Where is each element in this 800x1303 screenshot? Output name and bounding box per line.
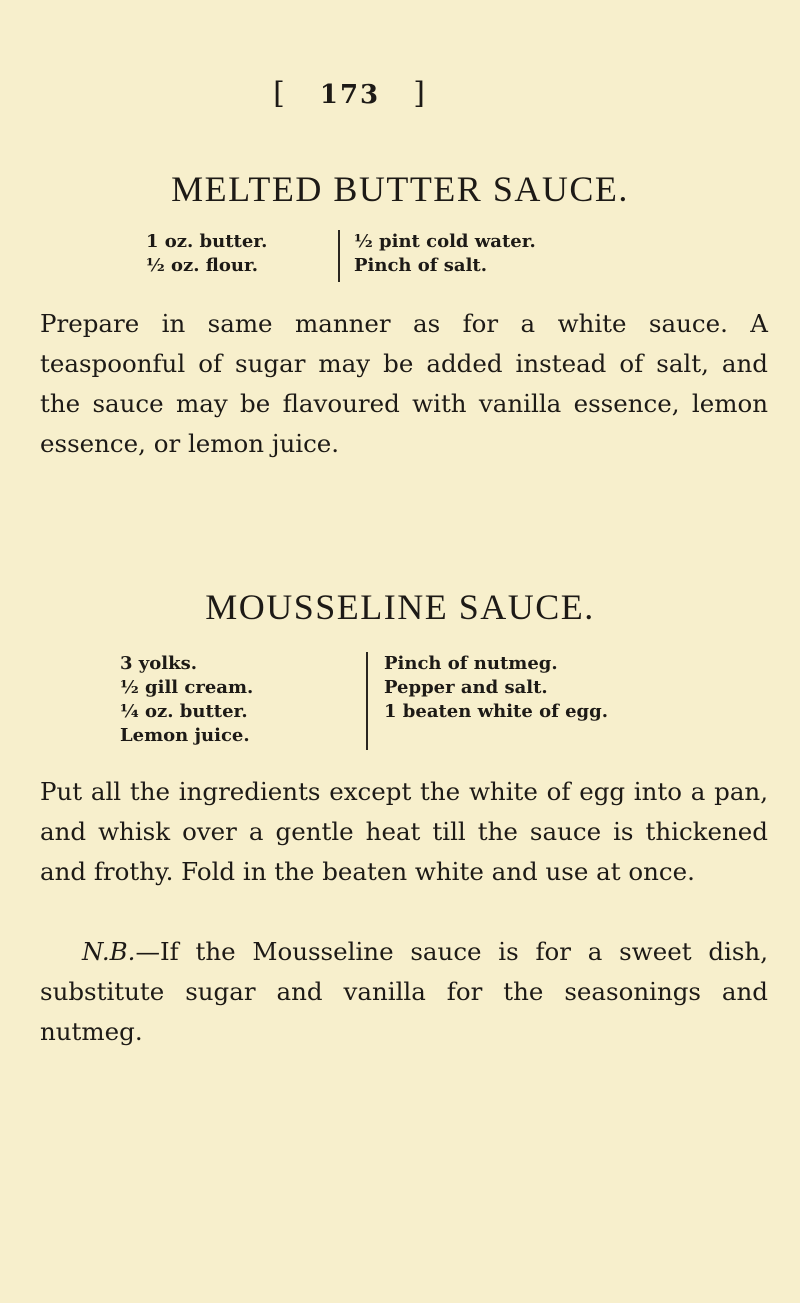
melted-butter-ingredients-left	[146, 230, 267, 278]
ingredient-item: 1 oz. butter.	[146, 231, 268, 252]
note-label: N.B.	[82, 937, 136, 966]
ingredient-item: ¼ oz. butter.	[120, 701, 248, 722]
mousseline-note	[40, 932, 768, 1052]
page-number-value: 173	[319, 80, 381, 110]
melted-butter-title: MELTED BUTTER SAUCE.	[171, 169, 629, 209]
melted-butter-ingredients-divider	[338, 230, 340, 282]
ingredient-item: ½ gill cream.	[120, 677, 254, 698]
ingredient-item: Pinch of salt.	[354, 255, 488, 276]
ingredient-item: ½ oz. flour.	[146, 255, 259, 276]
ingredient-item: 3 yolks.	[120, 653, 197, 674]
note-text: —If the Mousseline sauce is for a sweet dish, substitute sugar and vanilla for the seasonings and nutmeg.	[40, 937, 768, 1046]
melted-butter-method: Prepare in same manner as for a white sauce. A teaspoonful of sugar may be added instead of salt, and the sauce may be flavoured with vanilla essence, lemon essence, or lemon juice.	[40, 309, 768, 458]
ingredient-item: Pinch of nutmeg.	[384, 653, 558, 674]
page-number	[0, 76, 700, 111]
mousseline-method: Put all the ingredients except the white of egg into a pan, and whisk over a gentle heat till the sauce is thickened and frothy. Fold in the beaten white and use at once.	[40, 777, 768, 886]
ingredient-item: Lemon juice.	[120, 725, 250, 746]
ingredient-item: 1 beaten white of egg.	[384, 701, 608, 722]
ingredient-item: Pepper and salt.	[384, 677, 548, 698]
mousseline-ingredients-right	[384, 652, 608, 724]
page-number-open-bracket: [	[273, 76, 287, 111]
mousseline-ingredients-divider	[366, 652, 368, 750]
melted-butter-ingredients-right	[354, 230, 536, 278]
mousseline-ingredients-left	[120, 652, 253, 748]
ingredient-item: ½ pint cold water.	[354, 231, 536, 252]
page-number-close-bracket: ]	[413, 76, 427, 111]
mousseline-title: MOUSSELINE SAUCE.	[205, 587, 595, 627]
